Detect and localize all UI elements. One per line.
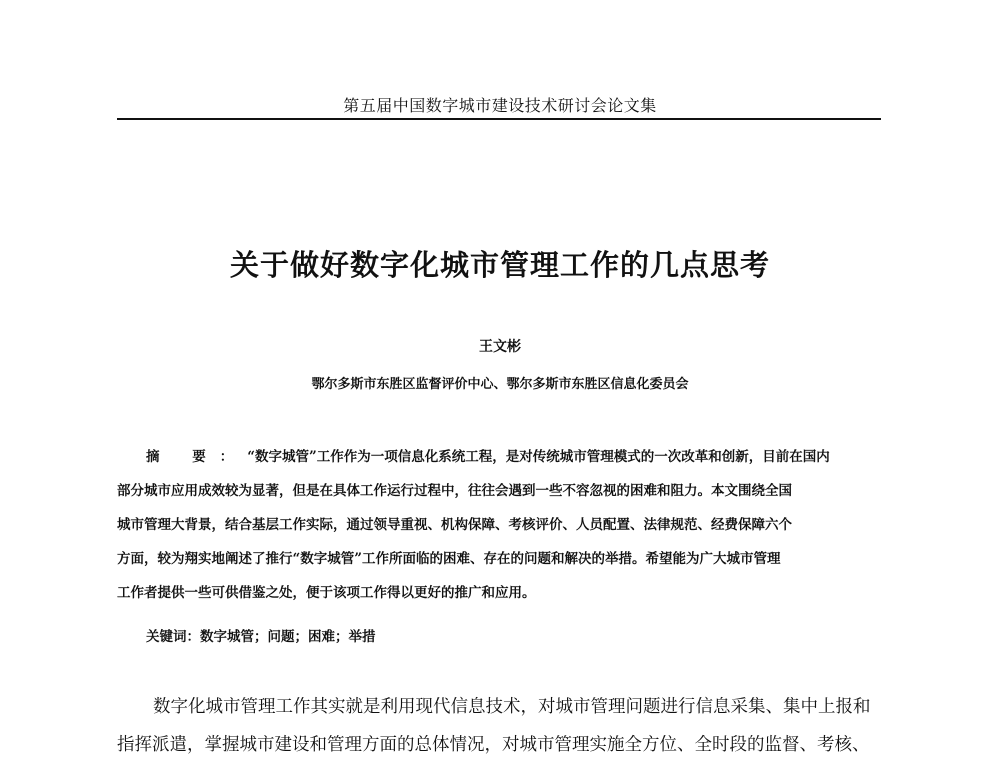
keywords — [146, 625, 881, 645]
running-header: 第五届中国数字城市建设技术研讨会论文集 — [343, 96, 657, 115]
paper-title: 关于做好数字化城市管理工作的几点思考 — [229, 248, 770, 282]
keywords-label: 关键词： — [146, 629, 200, 645]
author-name: 王文彬 — [479, 339, 521, 355]
abstract — [117, 440, 881, 610]
abstract-line: 城市管理大背景，结合基层工作实际，通过领导重视、机构保障、考核评价、人员配置、法律规范、经费保障六个 — [117, 517, 792, 533]
header-rule — [117, 118, 881, 120]
body-line: 指挥派遣，掌握城市建设和管理方面的总体情况，对城市管理实施全方位、全时段的监督、考核、 — [117, 735, 870, 755]
abstract-line: 工作者提供一些可供借鉴之处，便于该项工作得以更好的推广和应用。 — [117, 585, 536, 601]
abstract-label: 摘 要： — [146, 449, 248, 465]
abstract-line: 方面，较为翔实地阐述了推行“数字城管”工作所面临的困难、存在的问题和解决的举措。希望能为广大城市管理 — [117, 551, 781, 567]
abstract-line: 部分城市应用成效较为显著，但是在具体工作运行过程中，往往会遇到一些不容忽视的困难和阻力。本文围绕全国 — [117, 483, 792, 499]
abstract-line — [117, 440, 881, 474]
keywords-text: 数字城管；问题；困难；举措 — [200, 629, 376, 645]
author-affiliation: 鄂尔多斯市东胜区监督评价中心、鄂尔多斯市东胜区信息化委员会 — [311, 377, 689, 392]
abstract-line-text: “数字城管”工作作为一项信息化系统工程，是对传统城市管理模式的一次改革和创新，目前在国内 — [247, 449, 830, 465]
body-paragraph — [117, 688, 881, 764]
body-line: 数字化城市管理工作其实就是利用现代信息技术，对城市管理问题进行信息采集、集中上报和 — [153, 697, 871, 717]
